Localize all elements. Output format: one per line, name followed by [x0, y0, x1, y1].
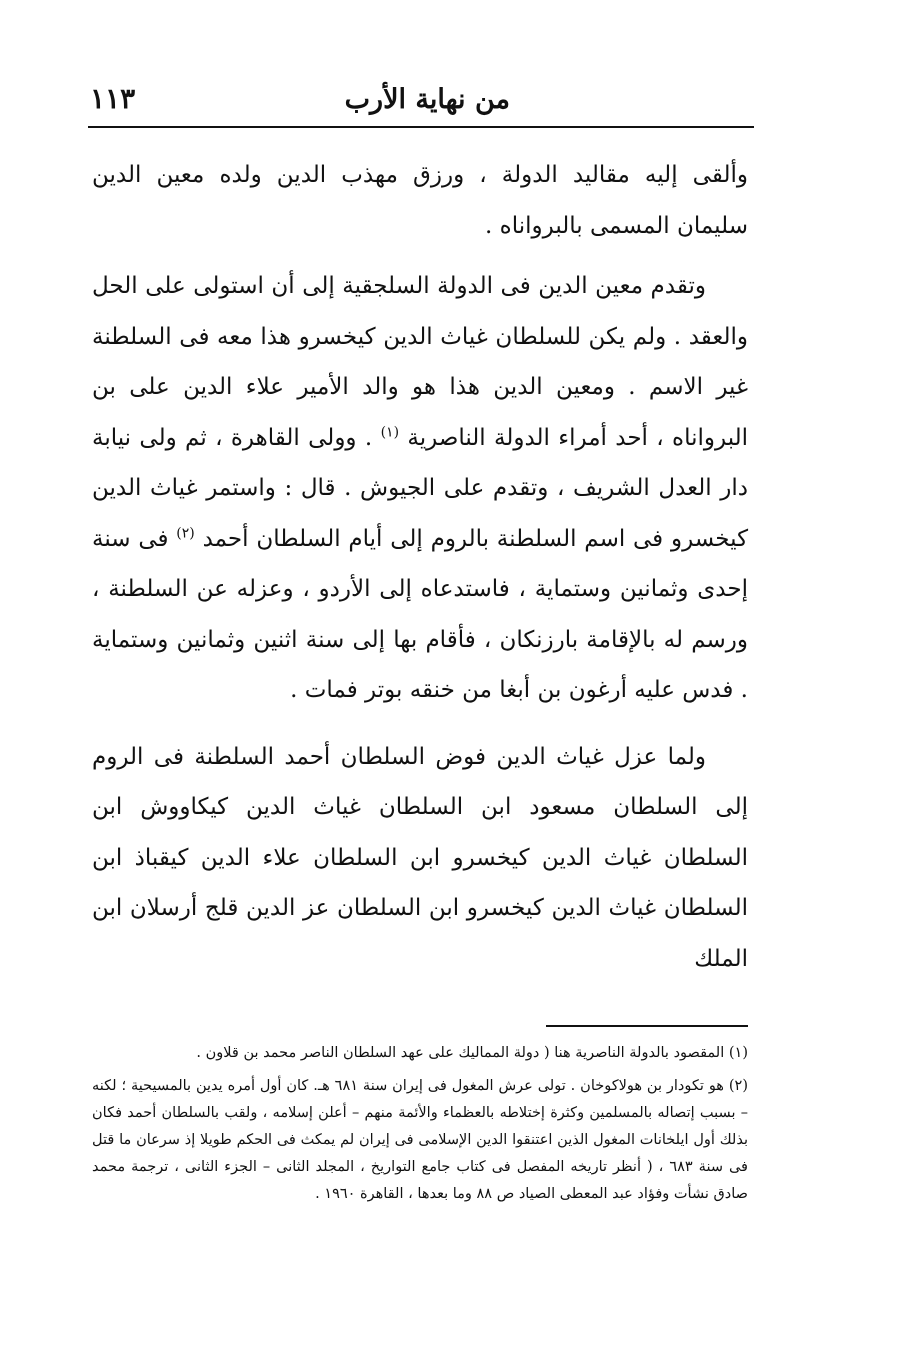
paragraph-1: وألقى إليه مقاليد الدولة ، ورزق مهذب الدين ولده معين الدين سليمان المسمى بالبرواناه . [92, 162, 748, 239]
running-title: من نهاية الأرب [344, 84, 510, 115]
paragraph-3: ولما عزل غياث الدين فوض السلطان أحمد السلطنة فى الروم إلى السلطان مسعود ابن السلطان غياث الدين كيكاووش ابن السلطان غياث الدين كيخسرو ابن السلطان علاء الدين كيقباذ ابن السلطان غياث الدين كيخسرو ابن السلطان عز الدين قلج أرسلان ابن الملك [92, 743, 748, 972]
main-text [92, 150, 748, 984]
footnotes [92, 1040, 748, 1208]
footnote-ref-2: (٢) [176, 524, 195, 541]
footnote-rule [546, 1025, 748, 1027]
page-header [90, 76, 750, 126]
footnote-ref-1: (١) [380, 423, 400, 440]
paragraph-2-part-b: . وولى القاهرة ، ثم ولى نيابة دار العدل الشريف ، وتقدم على الجيوش . قال : واستمر غياث الدين كيخسرو فى اسم السلطنة بالروم إلى أيام السلطان أحمد [92, 424, 749, 552]
paragraph-2-part-c: فى سنة إحدى وثمانين وستماية ، فاستدعاه إلى الأردو ، وعزله عن السلطنة ، ورسم له بالإقامة بارزنكان ، فأقام بها إلى سنة اثنين وثمانين وستماية . فدس عليه أرغون بن أبغا من خنقه بوتر فمات . [92, 525, 748, 703]
footnote-1: (١) المقصود بالدولة الناصرية هنا ( دولة المماليك على عهد السلطان الناصر محمد بن قلاون . [196, 1045, 748, 1061]
paragraph-2 [92, 261, 748, 716]
paragraph-2-part-a: وتقدم معين الدين فى الدولة السلجقية إلى أن استولى على الحل والعقد . ولم يكن للسلطان غياث الدين كيخسرو هذا معه فى السلطنة غير الاسم . ومعين الدين هذا هو والد الأمير علاء الدين على بن البرواناه ، أحد أمراء الدولة الناصرية [92, 273, 749, 451]
footnote-2: (٢) هو تكودار بن هولاكوخان . تولى عرش المغول فى إيران سنة ٦٨١ هـ. كان أول أمره يدين بالمسيحية ؛ لكنه – بسبب إتصاله بالمسلمين وكثرة إختلاطه بالعظماء والأئمة منهم – أعلن إسلامه ، ولقب بالسلطان أحمد فكان بذلك أول ايلخانات المغول الذين اعتنقوا الدين الإسلامى فى إيران لم يمكث فى الحكم طويلا إذ سرعان ما قتل فى سنة ٦٨٣ ، ( أنظر تاريخه المفصل فى كتاب جامع التواريخ ، المجلد الثانى – الجزء الثانى ، ترجمة محمد صادق نشأت وفؤاد عبد المعطى الصياد ص ٨٨ وما بعدها ، القاهرة ١٩٦٠ . [92, 1078, 748, 1202]
page-number: ١١٣ [90, 82, 136, 115]
header-rule [88, 126, 754, 128]
